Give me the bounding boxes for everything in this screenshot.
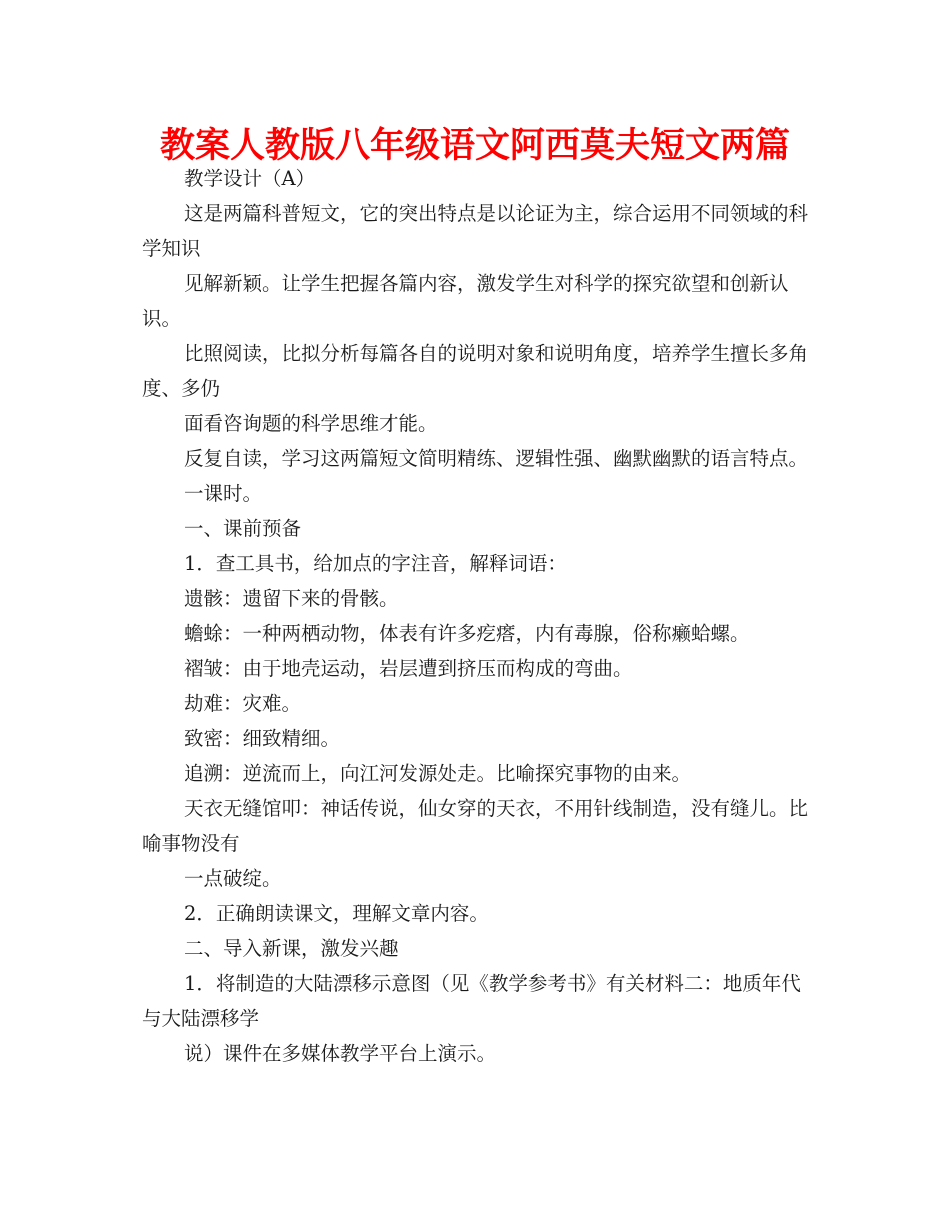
glossary-item: 蟾蜍：一种两栖动物，体表有许多疙瘩，内有毒腺，俗称癞蛤螺。	[184, 622, 750, 645]
paragraph: 教学设计（A）	[184, 167, 316, 190]
section-heading: 二、导入新课，激发兴趣	[184, 937, 399, 960]
document-body	[142, 161, 810, 1071]
paragraph: 比照阅读，比拟分析每篇各自的说明对象和说明角度，培养学生擅长多角度、多仍	[142, 342, 809, 400]
paragraph: 说）课件在多媒体教学平台上演示。	[184, 1042, 497, 1065]
paragraph: 见解新颖。让学生把握各篇内容，激发学生对科学的探究欲望和创新认识。	[142, 272, 789, 330]
glossary-item: 劫难：灾难。	[184, 692, 302, 715]
paragraph: 面看咨询题的科学思维才能。	[184, 412, 438, 435]
paragraph: 一点破绽。	[184, 867, 282, 890]
paragraph: 反复自读，学习这两篇短文简明精练、逻辑性强、幽默幽默的语言特点。	[184, 447, 809, 470]
glossary-item: 天衣无缝馆叩：神话传说，仙女穿的天衣，不用针线制造，没有缝儿。比喻事物没有	[142, 797, 809, 855]
paragraph: 1．查工具书，给加点的字注音，解释词语：	[184, 552, 567, 575]
glossary-item: 追溯：逆流而上，向江河发源处走。比喻探究事物的由来。	[184, 762, 692, 785]
glossary-item: 遗骸：遗留下来的骨骸。	[184, 587, 399, 610]
paragraph: 一课时。	[184, 482, 263, 505]
paragraph: 这是两篇科普短文，它的突出特点是以论证为主，综合运用不同领域的科学知识	[142, 202, 809, 260]
paragraph: 1．将制造的大陆漂移示意图（见《教学参考书》有关材料二：地质年代与大陆漂移学	[142, 972, 801, 1030]
section-heading: 一、课前预备	[184, 517, 302, 540]
page-title: 教案人教版八年级语文阿西莫夫短文两篇	[159, 126, 790, 166]
glossary-item: 褶皱：由于地壳运动，岩层遭到挤压而构成的弯曲。	[184, 657, 633, 680]
paragraph: 2．正确朗读课文，理解文章内容。	[184, 902, 489, 925]
glossary-item: 致密：细致精细。	[184, 727, 341, 750]
